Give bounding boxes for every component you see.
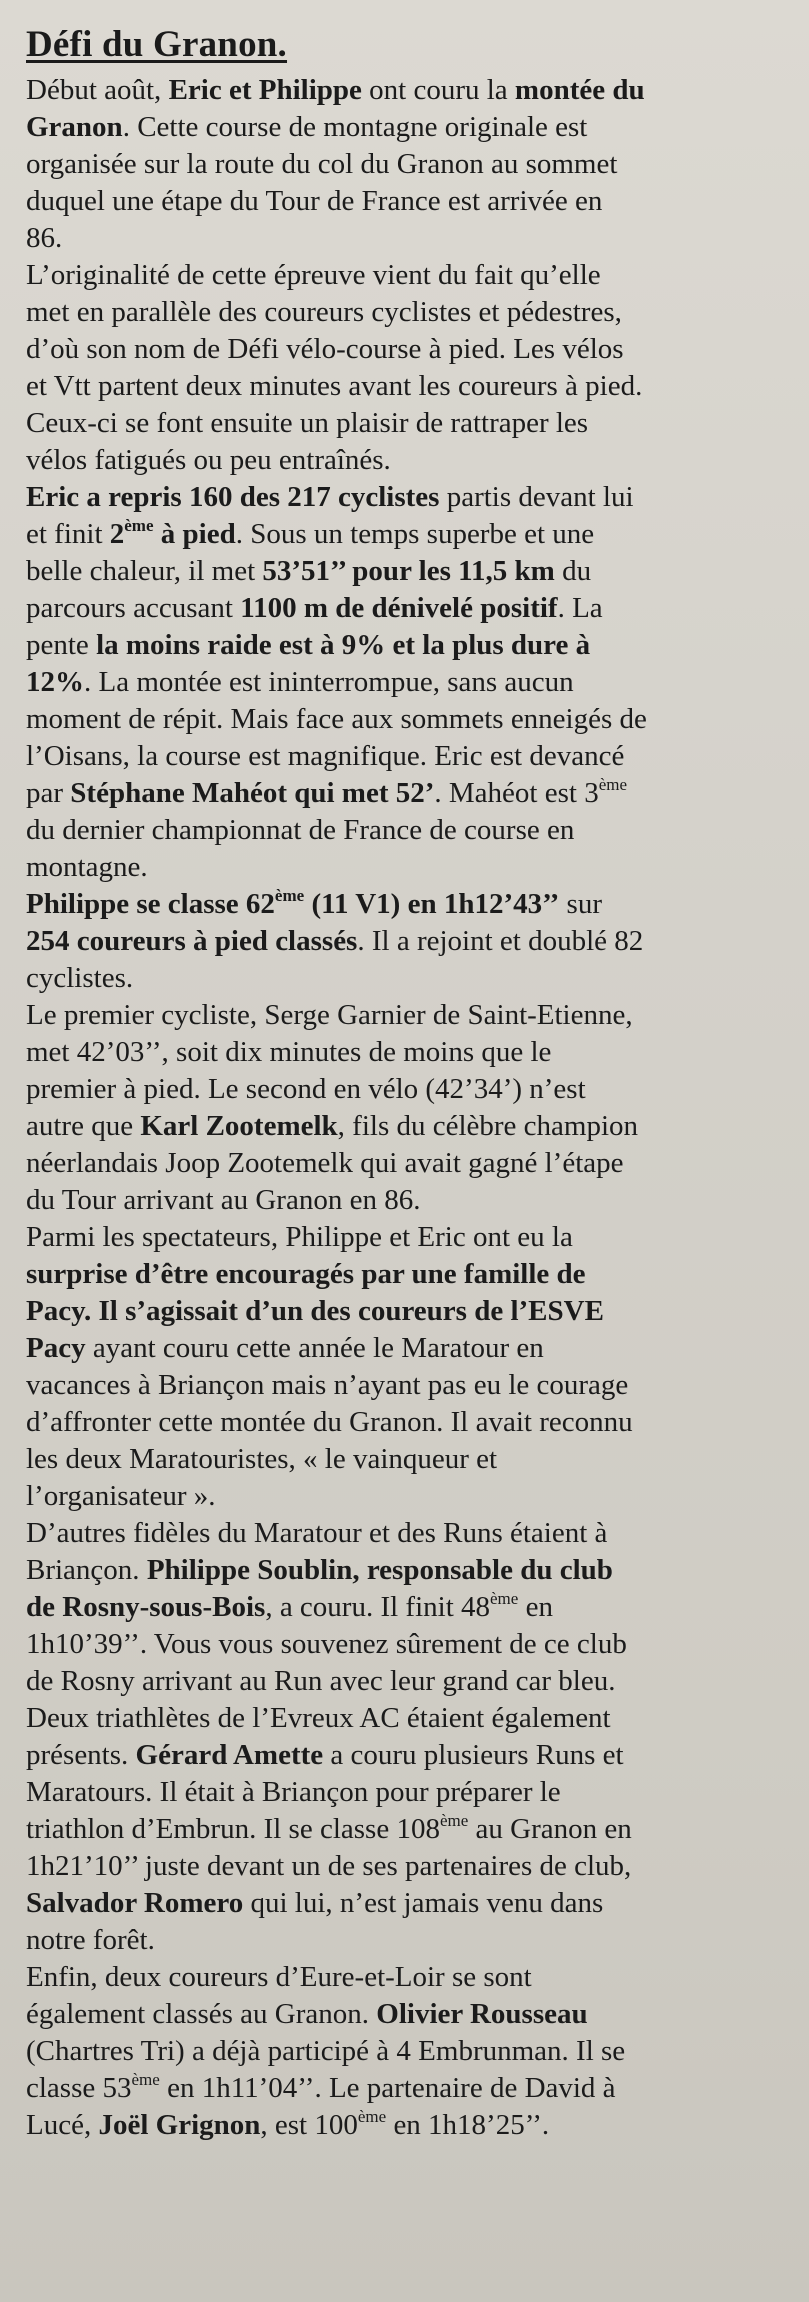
- text-line: [26, 1034, 797, 1071]
- text-line: [26, 1441, 797, 1478]
- article-paragraph: [26, 1959, 797, 2144]
- text-line: [26, 1737, 797, 1774]
- text-run: premier à pied. Le second en vélo (42’34’) n’est: [26, 1073, 586, 1105]
- superscript-text: ème: [131, 2070, 160, 2089]
- bold-text: 12%: [26, 666, 84, 698]
- text-line: [26, 849, 797, 886]
- text-line: [26, 1626, 797, 1663]
- text-run: a couru plusieurs Runs et: [323, 1739, 624, 1771]
- text-line: [26, 923, 797, 960]
- text-run: Lucé,: [26, 2109, 99, 2141]
- text-run: . Il a rejoint et doublé 82: [357, 925, 644, 957]
- text-run: . Cette course de montagne originale est: [122, 111, 588, 143]
- text-run: Début août,: [26, 74, 169, 106]
- text-line: [26, 368, 797, 405]
- text-line: [26, 442, 797, 479]
- text-run: moment de répit. Mais face aux sommets enneigés de: [26, 703, 647, 735]
- superscript-text: ème: [490, 1589, 519, 1608]
- text-run: notre forêt.: [26, 1924, 155, 1956]
- text-run: d’affronter cette montée du Granon. Il avait reconnu: [26, 1406, 633, 1438]
- text-run: et Vtt partent deux minutes avant les coureurs à pied.: [26, 370, 643, 402]
- article-paragraph: [26, 72, 797, 257]
- text-line: [26, 2107, 797, 2144]
- text-run: belle chaleur, il met: [26, 555, 263, 587]
- bold-text: Philippe Soublin, responsable du club: [146, 1554, 613, 1586]
- text-run: du Tour arrivant au Granon en 86.: [26, 1184, 421, 1216]
- text-run: Ceux-ci se font ensuite un plaisir de rattraper les: [26, 407, 589, 439]
- text-line: [26, 257, 797, 294]
- superscript-text: ème: [274, 886, 305, 905]
- text-run: en 1h11’04’’. Le partenaire de David à: [159, 2072, 616, 2104]
- text-run: pente: [26, 629, 97, 661]
- bold-text: Joël Grignon: [98, 2109, 261, 2141]
- bold-text: 2: [109, 518, 125, 550]
- text-run: qui lui, n’est jamais venu dans: [243, 1887, 604, 1919]
- text-run: 86.: [26, 222, 63, 254]
- superscript-text: ème: [124, 516, 154, 535]
- text-run: et finit: [26, 518, 110, 550]
- text-run: du dernier championnat de France de course en: [26, 814, 575, 846]
- article-body: [26, 72, 797, 2144]
- text-run: parcours accusant: [26, 592, 241, 624]
- text-run: 1h10’39’’. Vous vous souvenez sûrement de ce club: [26, 1628, 627, 1660]
- text-line: [26, 479, 797, 516]
- text-run: également classés au Granon.: [26, 1998, 377, 2030]
- article-paragraph: [26, 257, 797, 479]
- text-run: de Rosny arrivant au Run avec leur grand car bleu.: [26, 1665, 616, 1697]
- text-line: [26, 775, 797, 812]
- article-paragraph: [26, 997, 797, 1219]
- bold-text: Gérard Amette: [135, 1739, 324, 1771]
- text-run: Deux triathlètes de l’Evreux AC étaient également: [26, 1702, 611, 1734]
- text-line: [26, 886, 797, 923]
- text-line: [26, 553, 797, 590]
- bold-text: Granon: [26, 111, 123, 143]
- text-line: [26, 1478, 797, 1515]
- text-line: [26, 1700, 797, 1737]
- text-line: [26, 405, 797, 442]
- bold-text: (11 V1) en 1h12’43’’: [304, 888, 560, 920]
- bold-text: Pacy: [26, 1332, 86, 1364]
- text-run: néerlandais Joop Zootemelk qui avait gagné l’étape: [26, 1147, 624, 1179]
- text-line: [26, 1515, 797, 1552]
- text-run: D’autres fidèles du Maratour et des Runs étaient à: [26, 1517, 608, 1549]
- article-paragraph: [26, 886, 797, 997]
- text-line: [26, 1922, 797, 1959]
- bold-text: Pacy. Il s’agissait d’un des coureurs de l’ESVE: [26, 1295, 604, 1327]
- text-run: met 42’03’’, soit dix minutes de moins que le: [26, 1036, 552, 1068]
- text-line: [26, 1848, 797, 1885]
- bold-text: 254 coureurs à pied classés: [26, 925, 358, 957]
- text-line: [26, 146, 797, 183]
- text-run: les deux Maratouristes, « le vainqueur et: [26, 1443, 498, 1475]
- text-run: . La montée est ininterrompue, sans aucun: [84, 666, 574, 698]
- text-run: . Sous un temps superbe et une: [235, 518, 595, 550]
- text-run: , est 100: [260, 2109, 358, 2141]
- text-run: du: [554, 555, 592, 587]
- text-line: [26, 1885, 797, 1922]
- bold-text: la moins raide est à 9% et la plus dure à: [96, 629, 591, 661]
- text-run: présents.: [26, 1739, 136, 1771]
- bold-text: montée du: [514, 74, 645, 106]
- text-run: autre que: [26, 1110, 141, 1142]
- text-run: organisée sur la route du col du Granon au sommet: [26, 148, 618, 180]
- article-paragraph: [26, 1515, 797, 1959]
- text-line: [26, 812, 797, 849]
- text-line: [26, 1108, 797, 1145]
- text-line: [26, 997, 797, 1034]
- bold-text: Eric a repris 160 des 217 cyclistes: [26, 481, 440, 513]
- text-line: [26, 2033, 797, 2070]
- article-paragraph: [26, 1219, 797, 1515]
- text-run: triathlon d’Embrun. Il se classe 108: [26, 1813, 440, 1845]
- text-line: [26, 1996, 797, 2033]
- text-line: [26, 1663, 797, 1700]
- text-run: l’organisateur ».: [26, 1480, 216, 1512]
- text-run: cyclistes.: [26, 962, 134, 994]
- text-run: L’originalité de cette épreuve vient du fait qu’elle: [26, 259, 601, 291]
- text-line: [26, 183, 797, 220]
- text-run: sur: [559, 888, 602, 920]
- article-paragraph: [26, 479, 797, 886]
- text-run: au Granon en: [468, 1813, 632, 1845]
- text-run: 1h21’10’’ juste devant un de ses partenaires de club,: [26, 1850, 632, 1882]
- superscript-text: ème: [439, 1811, 469, 1830]
- text-run: duquel une étape du Tour de France est arrivée en: [26, 185, 603, 217]
- superscript-text: ème: [598, 775, 628, 794]
- text-line: [26, 701, 797, 738]
- article-title: Défi du Granon.: [26, 24, 288, 65]
- bold-text: Salvador Romero: [26, 1887, 244, 1919]
- text-line: [26, 2070, 797, 2107]
- text-line: [26, 294, 797, 331]
- text-line: [26, 1330, 797, 1367]
- text-run: (Chartres Tri) a déjà participé à 4 Embrunman. Il se: [26, 2035, 626, 2067]
- text-line: [26, 220, 797, 257]
- text-line: [26, 1959, 797, 1996]
- text-run: . La: [557, 592, 603, 624]
- text-run: , a couru. Il finit 48: [265, 1591, 491, 1623]
- text-run: en 1h18’25’’.: [386, 2109, 550, 2141]
- text-run: par: [26, 777, 71, 809]
- text-run: vélos fatigués ou peu entraînés.: [26, 444, 391, 476]
- text-run: Briançon.: [26, 1554, 147, 1586]
- text-line: [26, 627, 797, 664]
- text-run: ont couru la: [361, 74, 515, 106]
- text-line: [26, 1293, 797, 1330]
- text-line: [26, 1811, 797, 1848]
- text-run: , fils du célèbre champion: [337, 1110, 639, 1142]
- text-line: [26, 1219, 797, 1256]
- text-run: l’Oisans, la course est magnifique. Eric est devancé: [26, 740, 625, 772]
- bold-text: à pied: [153, 518, 236, 550]
- text-line: [26, 1552, 797, 1589]
- bold-text: 1100 m de dénivelé positif: [240, 592, 558, 624]
- text-line: [26, 1145, 797, 1182]
- text-run: montagne.: [26, 851, 148, 883]
- bold-text: Stéphane Mahéot qui met 52’: [70, 777, 435, 809]
- text-line: [26, 331, 797, 368]
- text-line: [26, 1071, 797, 1108]
- text-run: d’où son nom de Défi vélo-course à pied. Les vélos: [26, 333, 624, 365]
- text-line: [26, 516, 797, 553]
- text-line: [26, 960, 797, 997]
- text-run: en: [518, 1591, 553, 1623]
- text-line: [26, 109, 797, 146]
- bold-text: Karl Zootemelk: [140, 1110, 338, 1142]
- text-line: [26, 1404, 797, 1441]
- text-run: Le premier cycliste, Serge Garnier de Saint-Etienne,: [26, 999, 633, 1031]
- text-line: [26, 1589, 797, 1626]
- text-line: [26, 664, 797, 701]
- text-line: [26, 1256, 797, 1293]
- text-run: Enfin, deux coureurs d’Eure-et-Loir se sont: [26, 1961, 532, 1993]
- bold-text: Olivier Rousseau: [376, 1998, 588, 2030]
- bold-text: surprise d’être encouragés par une famille de: [26, 1258, 586, 1290]
- text-run: met en parallèle des coureurs cyclistes et pédestres,: [26, 296, 622, 328]
- text-run: Maratours. Il était à Briançon pour préparer le: [26, 1776, 561, 1808]
- bold-text: Eric et Philippe: [168, 74, 362, 106]
- bold-text: Philippe se classe 62: [26, 888, 275, 920]
- text-line: [26, 1774, 797, 1811]
- bold-text: de Rosny-sous-Bois: [26, 1591, 266, 1623]
- text-run: Parmi les spectateurs, Philippe et Eric ont eu la: [26, 1221, 573, 1253]
- text-line: [26, 72, 797, 109]
- text-line: [26, 1182, 797, 1219]
- text-run: ayant couru cette année le Maratour en: [85, 1332, 544, 1364]
- text-run: . Mahéot est 3: [434, 777, 599, 809]
- superscript-text: ème: [357, 2107, 387, 2126]
- text-line: [26, 1367, 797, 1404]
- text-run: vacances à Briançon mais n’ayant pas eu le courage: [26, 1369, 629, 1401]
- text-line: [26, 590, 797, 627]
- text-run: classe 53: [26, 2072, 132, 2104]
- bold-text: 53’51’’ pour les 11,5 km: [262, 555, 555, 587]
- text-line: [26, 738, 797, 775]
- text-run: partis devant lui: [439, 481, 634, 513]
